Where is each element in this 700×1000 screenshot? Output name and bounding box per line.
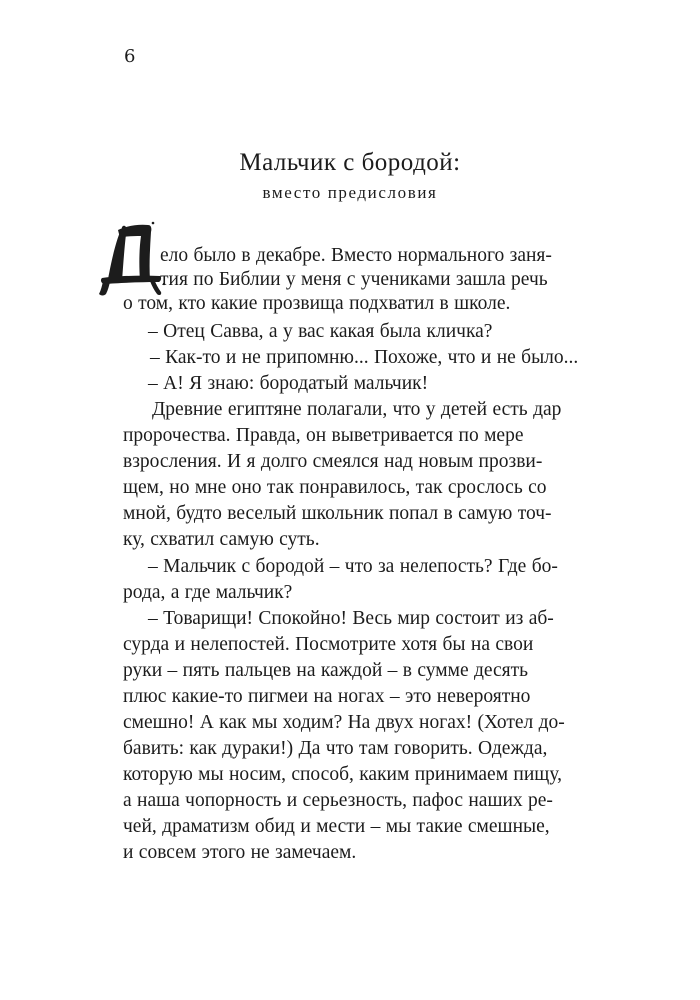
text-line: которую мы носим, способ, каким принимаем пищу,	[123, 764, 562, 785]
text-line: а наша чопорность и серьезность, пафос наших ре-	[123, 790, 553, 811]
text-line: – А! Я знаю: бородатый мальчик!	[148, 373, 429, 394]
text-line: о том, кто какие прозвища подхватил в школе.	[123, 293, 511, 314]
page-number: 6	[124, 46, 136, 67]
text-line: мной, будто веселый школьник попал в самую точ-	[123, 503, 552, 524]
text-line: бавить: как дураки!) Да что там говорить. Одежда,	[123, 738, 548, 759]
text-line: – Мальчик с бородой – что за нелепость? Где бо-	[148, 556, 558, 577]
text-line: ку, схватил самую суть.	[123, 529, 320, 550]
text-line: тия по Библии у меня с учениками зашла речь	[160, 269, 548, 290]
text-line: ело было в декабре. Вместо нормального заня-	[160, 245, 552, 266]
text-line: сурда и нелепостей. Посмотрите хотя бы на свои	[123, 634, 534, 655]
chapter-title: Мальчик с бородой:	[239, 149, 461, 176]
drop-cap-letter	[96, 218, 166, 300]
text-line: взросления. И я долго смеялся над новым прозви-	[123, 451, 543, 472]
text-line: руки – пять пальцев на каждой – в сумме десять	[123, 660, 529, 681]
text-line: и совсем этого не замечаем.	[123, 842, 357, 863]
text-line: плюс какие-то пигмеи на ногах – это невероятно	[123, 686, 531, 707]
text-line: смешно! А как мы ходим? На двух ногах! (Хотел до-	[123, 712, 565, 733]
text-line: пророчества. Правда, он выветривается по мере	[123, 425, 524, 446]
text-line: – Товарищи! Спокойно! Весь мир состоит из аб-	[148, 608, 554, 629]
text-line: чей, драматизм обид и мести – мы такие смешные,	[123, 816, 550, 837]
text-line: рода, а где мальчик?	[123, 582, 293, 603]
text-line: Древние египтяне полагали, что у детей есть дар	[152, 399, 562, 420]
text-line: – Как-то и не припомню... Похоже, что и не было...	[150, 347, 579, 368]
text-line: щем, но мне оно так понравилось, так срослось со	[123, 477, 547, 498]
text-line: – Отец Савва, а у вас какая была кличка?	[148, 321, 493, 342]
chapter-subtitle: вместо предисловия	[262, 183, 438, 202]
